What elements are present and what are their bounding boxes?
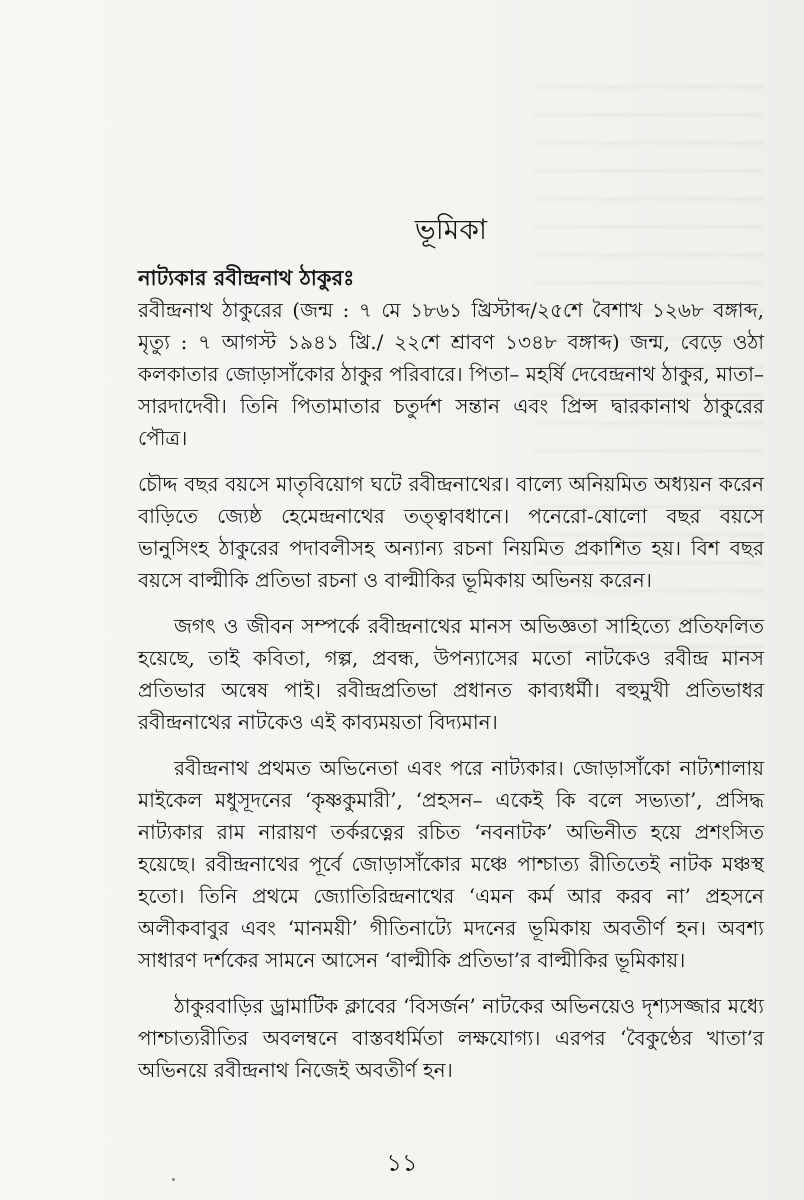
- page-number: ১১: [386, 1149, 418, 1177]
- page-title: ভূমিকা: [414, 213, 488, 246]
- paper-speck: [172, 1178, 175, 1181]
- page-content: [138, 210, 764, 1086]
- paragraph-5: ঠাকুরবাড়ির ড্রামাটিক ক্লাবের ‘বিসর্জন’ নাটকের অভিনয়েও দৃশ্যসজ্জার মধ্যে পাশ্চাত্যরীতির অবলম্বনে বাস্তবধর্মিতা লক্ষযোগ্য। এরপর ‘বৈকুণ্ঠের খাতা’র অভিনয়ে রবীন্দ্রনাথ নিজেই অবতীর্ণ হন।: [138, 994, 764, 1082]
- paragraph-1: রবীন্দ্রনাথ ঠাকুরের (জন্ম : ৭ মে ১৮৬১ খ্রিস্টাব্দ/২৫শে বৈশাখ ১২৬৮ বঙ্গাব্দ, মৃত্যু : ৭ আগস্ট ১৯৪১ খ্রি./ ২২শে শ্রাবণ ১৩৪৮ বঙ্গাব্দ) জন্ম, বেড়ে ওঠা কলকাতার জোড়াসাঁকোর ঠাকুর পরিবারে। পিতা– মহর্ষি দেবেন্দ্রনাথ ঠাকুর, মাতা– সারদাদেবী। তিনি পিতামাতার চতুর্দশ সন্তান এবং প্রিন্স দ্বারকানাথ ঠাকুরের পৌত্র।: [138, 298, 764, 450]
- section-heading: নাট্যকার রবীন্দ্রনাথ ঠাকুরঃ: [138, 265, 355, 290]
- paragraph-3: জগৎ ও জীবন সম্পর্কে রবীন্দ্রনাথের মানস অভিজ্ঞতা সাহিত্যে প্রতিফলিত হয়েছে, তাই কবিতা, গল্প, প্রবন্ধ, উপন্যাসের মতো নাটকেও রবীন্দ্র মানস প্রতিভার অন্বেষ পাই। রবীন্দ্রপ্রতিভা প্রধানত কাব্যধর্মী। বহুমুখী প্রতিভাধর রবীন্দ্রনাথের নাটকেও এই কাব্যময়তা বিদ্যমান।: [138, 614, 764, 734]
- paragraph-4: রবীন্দ্রনাথ প্রথমত অভিনেতা এবং পরে নাট্যকার। জোড়াসাঁকো নাট্যশালায় মাইকেল মধুসূদনের ‘কৃষ্ণকুমারী’, ‘প্রহসন– একেই কি বলে সভ্যতা’, প্রসিদ্ধ নাট্যকার রাম নারায়ণ তর্করত্নের রচিত ‘নবনাটক’ অভিনীত হয়ে প্রশংসিত হয়েছে। রবীন্দ্রনাথের পূর্বে জোড়াসাঁকোর মঞ্চে পাশ্চাত্য রীতিতেই নাটক মঞ্চস্থ হতো। তিনি প্রথমে জ্যোতিরিন্দ্রনাথের ‘এমন কর্ম আর করব না’ প্রহসনে অলীকবাবুর এবং ‘মানময়ী’ গীতিনাট্যে মদনের ভূমিকায় অবতীর্ণ হন। অবশ্য সাধারণ দর্শকের সামনে আসেন ‘বাল্মীকি প্রতিভা’র বাল্মীকির ভূমিকায়।: [138, 756, 764, 972]
- paragraph-2: চৌদ্দ বছর বয়সে মাতৃবিয়োগ ঘটে রবীন্দ্রনাথের। বাল্যে অনিয়মিত অধ্যয়ন করেন বাড়িতে জ্যেষ্ঠ হেমেন্দ্রনাথের তত্ত্বাবধানে। পনেরো-ষোলো বছর বয়সে ভানুসিংহ ঠাকুরের পদাবলীসহ অন্যান্য রচনা নিয়মিত প্রকাশিত হয়। বিশ বছর বয়সে বাল্মীকি প্রতিভা রচনা ও বাল্মীকির ভূমিকায় অভিনয় করেন।: [138, 472, 764, 592]
